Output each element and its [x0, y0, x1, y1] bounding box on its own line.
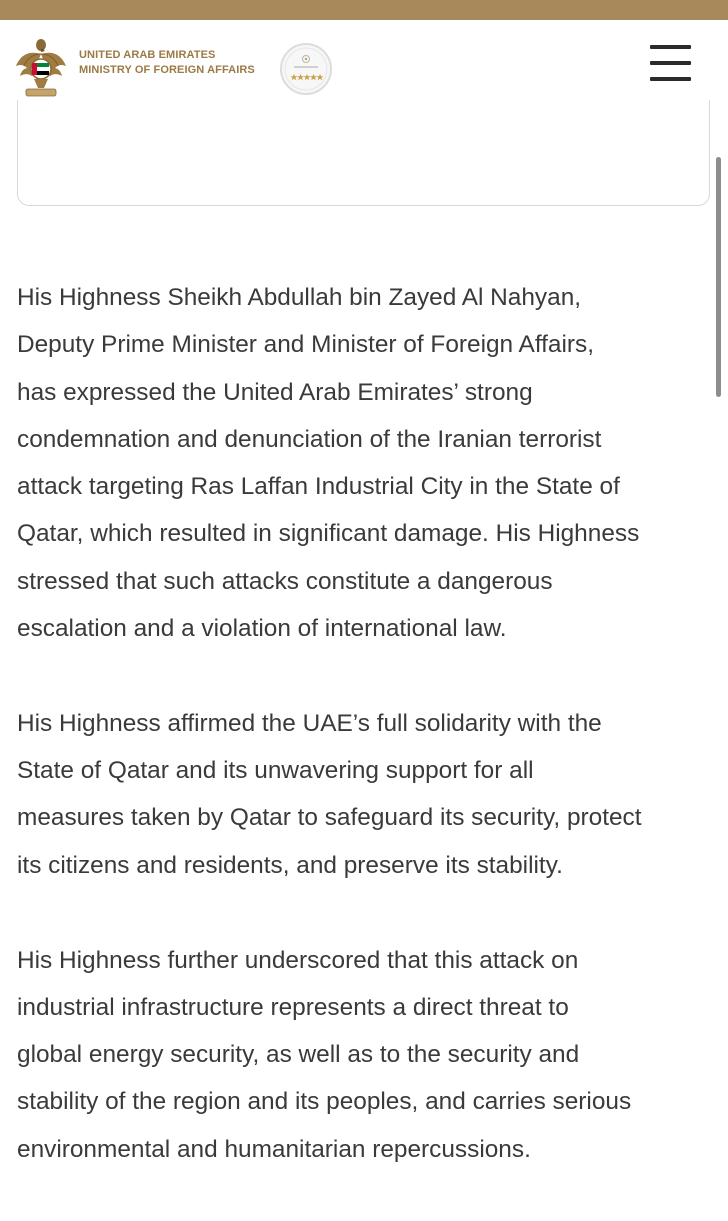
text-line: stability of the region and its peoples, and carries serious: [17, 1088, 632, 1116]
text-line: global energy security, as well as to the security and: [17, 1041, 580, 1069]
text-line: Qatar, which resulted in significant damage. His Highness: [17, 520, 640, 548]
text-line: escalation and a violation of international law.: [17, 615, 507, 643]
ministry-name[interactable]: [79, 48, 255, 78]
text-line: stressed that such attacks constitute a dangerous: [17, 567, 553, 595]
text-line: Deputy Prime Minister and Minister of Foreign Affairs,: [17, 331, 595, 359]
org-line-2: MINISTRY OF FOREIGN AFFAIRS: [79, 64, 255, 76]
top-accent-bar: [0, 0, 728, 20]
five-star-rating-badge-icon: [279, 42, 333, 96]
text-line: environmental and humanitarian repercussions.: [17, 1135, 531, 1163]
text-line: its citizens and residents, and preserve its stability.: [17, 851, 563, 879]
media-card: [17, 100, 710, 206]
hamburger-menu-icon[interactable]: [640, 42, 700, 84]
menu-line-middle: [650, 61, 691, 65]
text-line: measures taken by Qatar to safeguard its security, protect: [17, 804, 642, 832]
text-line: His Highness Sheikh Abdullah bin Zayed Al Nahyan,: [17, 284, 582, 311]
text-line: His Highness affirmed the UAE’s full solidarity with the: [17, 709, 602, 737]
menu-line-bottom: [650, 77, 691, 81]
uae-falcon-emblem-icon[interactable]: [14, 36, 68, 100]
article-body: [17, 274, 717, 1221]
text-line: His Highness further underscored that this attack on: [17, 946, 579, 974]
text-line: has expressed the United Arab Emirates’ strong: [17, 378, 533, 406]
menu-line-top: [650, 45, 691, 49]
text-line: attack targeting Ras Laffan Industrial City in the State of: [17, 473, 620, 501]
text-line: State of Qatar and its unwavering support for all: [17, 757, 534, 785]
org-line-1: UNITED ARAB EMIRATES: [79, 49, 216, 61]
text-line: condemnation and denunciation of the Iranian terrorist: [17, 425, 602, 453]
article-paragraph-2: [17, 700, 717, 889]
text-line: industrial infrastructure represents a direct threat to: [17, 993, 569, 1021]
article-paragraph-1: [17, 274, 717, 652]
article-paragraph-3: [17, 937, 717, 1173]
